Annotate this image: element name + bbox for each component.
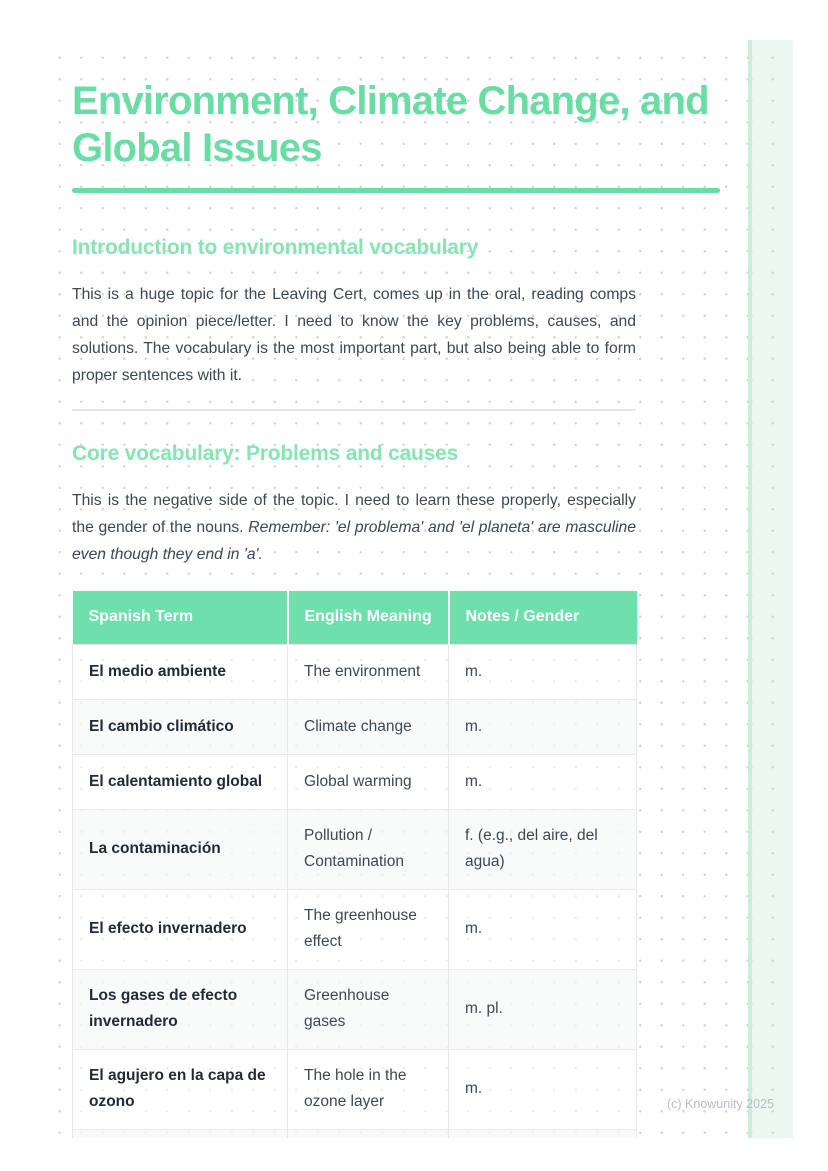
table-row — [73, 699, 637, 754]
notes-gender-cell: m. — [449, 699, 637, 754]
table-row — [73, 889, 637, 969]
section-heading-introduction: Introduction to environmental vocabulary — [72, 236, 479, 259]
table-row — [73, 644, 637, 699]
table-row — [73, 809, 637, 889]
notes-gender-cell: m. — [449, 644, 637, 699]
english-meaning-cell: Pollution / Contamination — [288, 809, 449, 889]
notes-gender-cell: m. — [449, 1049, 637, 1129]
core-paragraph-text: This is the negative side of the topic. I need to learn these properly, especially the gender of the nouns. — [72, 492, 636, 536]
spanish-term-cell: El agujero en la capa de ozono — [73, 1049, 288, 1129]
core-paragraph-emphasis: Remember: 'el problema' and 'el planeta' are masculine even though they end in 'a'. — [72, 519, 636, 563]
empty-cell — [449, 1129, 637, 1138]
table-header-row — [73, 591, 637, 644]
notes-gender-cell: m. pl. — [449, 969, 637, 1049]
english-meaning-cell: The hole in the ozone layer — [288, 1049, 449, 1129]
empty-cell — [73, 1129, 288, 1138]
spanish-term-cell: Los gases de efecto invernadero — [73, 969, 288, 1049]
spanish-term-cell: El efecto invernadero — [73, 889, 288, 969]
english-meaning-cell: Global warming — [288, 754, 449, 809]
english-meaning-cell: Climate change — [288, 699, 449, 754]
vocabulary-table — [72, 591, 637, 1138]
copyright-notice: (c) Knowunity 2025 — [666, 1097, 774, 1111]
notes-gender-cell: f. (e.g., del aire, del agua) — [449, 809, 637, 889]
table-row — [73, 1049, 637, 1129]
document-page — [40, 40, 793, 1138]
page-content — [72, 40, 720, 1138]
table-header-cell: Notes / Gender — [449, 591, 637, 644]
page-title: Environment, Climate Change, and Global Issues — [72, 79, 709, 170]
page-edge-strip — [748, 40, 793, 1138]
section-heading-core-vocabulary: Core vocabulary: Problems and causes — [72, 442, 459, 465]
table-header-cell: Spanish Term — [73, 591, 288, 644]
section-divider — [72, 409, 636, 411]
english-meaning-cell: The greenhouse effect — [288, 889, 449, 969]
title-underline — [72, 188, 720, 193]
table-row — [73, 754, 637, 809]
spanish-term-cell: El cambio climático — [73, 699, 288, 754]
table-header-cell: English Meaning — [288, 591, 449, 644]
english-meaning-cell: Greenhouse gases — [288, 969, 449, 1049]
core-paragraph — [72, 487, 636, 568]
english-meaning-cell: The environment — [288, 644, 449, 699]
spanish-term-cell: El calentamiento global — [73, 754, 288, 809]
notes-gender-cell: m. — [449, 889, 637, 969]
empty-cell — [288, 1129, 449, 1138]
spanish-term-cell: El medio ambiente — [73, 644, 288, 699]
notes-gender-cell: m. — [449, 754, 637, 809]
spanish-term-cell: La contaminación — [73, 809, 288, 889]
intro-paragraph: This is a huge topic for the Leaving Cert, comes up in the oral, reading comps and the opinion piece/letter. I need to know the key problems, causes, and solutions. The vocabulary is the most important part, but also being able to form proper sentences with it. — [72, 286, 636, 384]
table-row-partial — [73, 1129, 637, 1138]
table-row — [73, 969, 637, 1049]
